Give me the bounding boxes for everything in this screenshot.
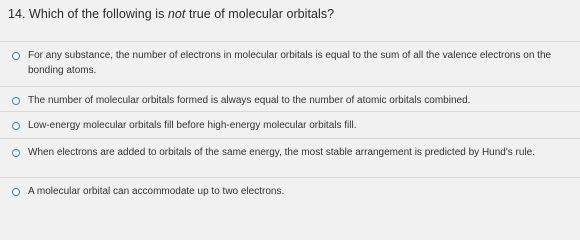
radio-button-2[interactable] <box>12 97 20 105</box>
answer-option-3-label: Low-energy molecular orbitals fill before high-energy molecular orbitals fill. <box>28 120 357 131</box>
answer-option-5[interactable] <box>0 177 580 208</box>
answer-option-1[interactable] <box>0 41 580 86</box>
question-text <box>8 7 334 21</box>
answer-option-4[interactable] <box>0 138 580 177</box>
answer-options <box>0 41 580 208</box>
radio-button-3[interactable] <box>12 122 20 130</box>
question-suffix: true of molecular orbitals? <box>185 7 335 21</box>
radio-button-1[interactable] <box>12 52 20 60</box>
answer-option-2[interactable] <box>0 86 580 111</box>
answer-option-5-label: A molecular orbital can accommodate up to two electrons. <box>28 186 285 197</box>
answer-option-2-label: The number of molecular orbitals formed is always equal to the number of atomic orbitals combined. <box>28 95 471 106</box>
question-emphasis: not <box>167 7 186 21</box>
radio-button-4[interactable] <box>12 149 20 157</box>
radio-button-5[interactable] <box>12 188 20 196</box>
answer-option-1-label: For any substance, the number of electrons in molecular orbitals is equal to the sum of all the valence electrons on the bonding atoms. <box>28 50 552 76</box>
answer-option-4-label: When electrons are added to orbitals of the same energy, the most stable arrangement is predicted by Hund's rule. <box>28 147 535 158</box>
question-prefix: 14. Which of the following is <box>8 7 168 21</box>
answer-option-3[interactable] <box>0 111 580 138</box>
